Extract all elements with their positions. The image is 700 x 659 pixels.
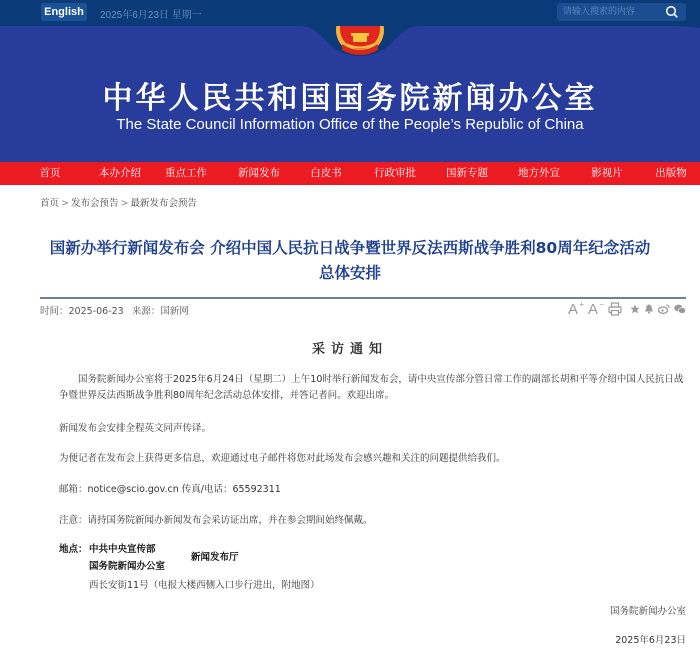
font-increase-label: A [567, 300, 578, 318]
nav-item-key-work[interactable]: 重点工作 [165, 167, 207, 179]
notice-heading: 采访通知 [311, 342, 388, 357]
breadcrumb-latest-preview[interactable]: 最新发布会预告 [130, 198, 197, 209]
article-title-line2: 总体安排 [318, 264, 381, 282]
font-increase-button[interactable] [567, 299, 584, 318]
nav-item-special-topics[interactable]: 国新专题 [446, 167, 488, 179]
search-input[interactable] [563, 5, 663, 19]
nav-item-white-papers[interactable]: 白皮书 [310, 167, 342, 179]
current-date: 2025年6月23日 星期一 [100, 10, 202, 21]
site-title-english: The State Council Information Office of the People’s Republic of China [116, 116, 584, 133]
nav-item-home[interactable]: 首页 [39, 167, 61, 179]
top-utility-bar [0, 0, 700, 26]
paragraph-contact: 邮箱：notice@scio.gov.cn 传真/电话：65592311 [59, 484, 281, 495]
signature-date: 2025年6月23日 [615, 635, 686, 646]
article-meta [40, 303, 189, 317]
location-org-publicity-dept: 中共中央宣传部 [89, 544, 156, 555]
nav-item-videos[interactable]: 影视片 [591, 167, 623, 179]
meta-time-label: 时间： [40, 306, 69, 317]
breadcrumb [40, 195, 197, 209]
nav-item-publications[interactable]: 出版物 [655, 167, 687, 179]
meta-source-label: 来源： [131, 306, 161, 317]
signature-organization: 国务院新闻办公室 [609, 606, 686, 617]
paragraph-announcement: 国务院新闻办公室将于2025年6月24日（星期二）上午10时举行新闻发布会，请中央宣传部分管日常工作的副部长胡和平等介绍中国人民抗日战争暨世界反法西斯战争胜利80周年纪念活动总体安排，并答记者问。欢迎出席。 [59, 374, 684, 401]
print-icon[interactable] [608, 302, 622, 316]
site-title-chinese: 中华人民共和国国务院新闻办公室 [102, 81, 598, 116]
font-decrease-label: A [587, 300, 598, 318]
breadcrumb-separator: > [120, 198, 129, 209]
search-icon[interactable] [665, 5, 679, 19]
paragraph-attention: 注意：请持国务院新闻办新闻发布会采访证出席，并在参会期间始终佩戴。 [59, 515, 373, 526]
site-banner [0, 26, 700, 162]
paragraph-questions: 为便记者在发布会上获得更多信息，欢迎通过电子邮件将您对此场发布会感兴趣和关注的问题提供给我们。 [59, 453, 506, 464]
meta-source: 国新网 [160, 306, 189, 317]
meta-time: 2025-06-23 [68, 306, 124, 317]
favorite-star-icon[interactable] [630, 304, 640, 314]
breadcrumb-press-preview[interactable]: 发布会预告 [70, 198, 119, 209]
location-address: 西长安街11号（电报大楼西侧入口步行进出，附地图） [89, 580, 320, 591]
font-decrease-button[interactable] [587, 299, 604, 318]
article-tools [568, 300, 686, 318]
share-qzone-icon[interactable] [644, 304, 654, 314]
location-org-scio: 国务院新闻办公室 [89, 561, 166, 572]
article-title-line1: 国新办举行新闻发布会 介绍中国人民抗日战争暨世界反法西斯战争胜利80周年纪念活动 [49, 239, 651, 257]
national-emblem-logo[interactable] [334, 26, 386, 60]
breadcrumb-home[interactable]: 首页 [40, 198, 60, 209]
nav-item-news-release[interactable]: 新闻发布 [238, 167, 280, 179]
english-button[interactable]: English [41, 3, 87, 21]
paragraph-interpretation: 新闻发布会安排全程英文同声传译。 [59, 423, 212, 434]
plus-icon: + [579, 299, 584, 309]
location-hall: 新闻发布厅 [191, 552, 239, 563]
main-nav [0, 162, 700, 185]
share-weibo-icon[interactable] [658, 304, 670, 314]
breadcrumb-separator: > [61, 198, 69, 209]
title-divider [40, 297, 686, 299]
location-label: 地点： [59, 544, 88, 555]
article-title [30, 236, 670, 286]
minus-icon: − [599, 299, 604, 309]
search-box [557, 3, 686, 21]
share-wechat-icon[interactable] [674, 304, 686, 314]
nav-item-about[interactable]: 本办介绍 [99, 167, 141, 179]
nav-item-admin-approval[interactable]: 行政审批 [374, 167, 416, 179]
nav-item-local-publicity[interactable]: 地方外宣 [518, 167, 560, 179]
